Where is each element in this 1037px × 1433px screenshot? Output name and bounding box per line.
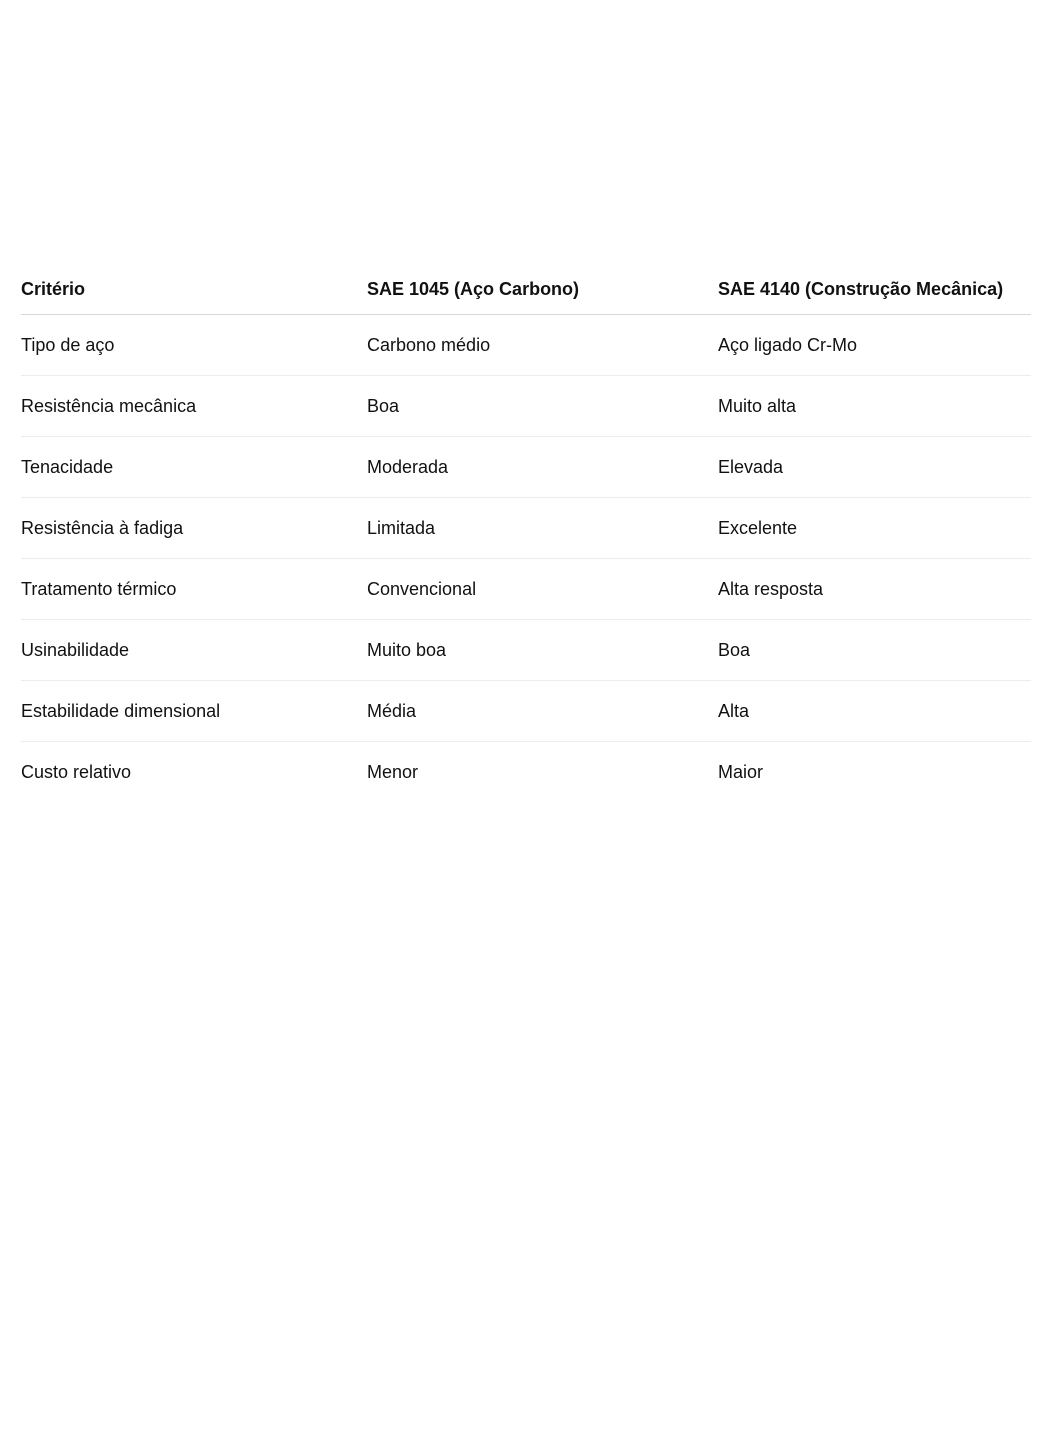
comparison-table-container: [21, 264, 1031, 802]
row-sae-4140-value: Excelente: [718, 498, 1031, 559]
table-row: [21, 376, 1031, 437]
row-sae-4140-value: Aço ligado Cr-Mo: [718, 315, 1031, 376]
row-sae-4140-value: Muito alta: [718, 376, 1031, 437]
row-sae-1045-value: Carbono médio: [367, 315, 718, 376]
header-criterio: Critério: [21, 264, 367, 315]
table-row: [21, 681, 1031, 742]
row-sae-1045-value: Boa: [367, 376, 718, 437]
header-sae-4140: SAE 4140 (Construção Mecânica): [718, 264, 1031, 315]
row-sae-1045-value: Convencional: [367, 559, 718, 620]
row-criterion: Tenacidade: [21, 437, 367, 498]
table-row: [21, 315, 1031, 376]
row-sae-4140-value: Maior: [718, 761, 764, 782]
table-row: [21, 742, 1031, 803]
table-row: [21, 559, 1031, 620]
row-sae-1045-value: Moderada: [367, 437, 718, 498]
row-criterion: Resistência à fadiga: [21, 498, 367, 559]
row-sae-1045-value: Menor: [367, 761, 419, 782]
row-sae-1045-value: Limitada: [367, 498, 718, 559]
row-sae-1045-value: Muito boa: [367, 620, 718, 681]
row-sae-4140-value: Alta resposta: [718, 559, 1031, 620]
row-criterion: Resistência mecânica: [21, 376, 367, 437]
table-row: [21, 498, 1031, 559]
row-criterion: Estabilidade dimensional: [21, 681, 367, 742]
table-row: [21, 620, 1031, 681]
table-header-row: [21, 264, 1031, 315]
row-sae-4140-value: Elevada: [718, 437, 1031, 498]
row-criterion: Usinabilidade: [21, 620, 367, 681]
table-row: [21, 437, 1031, 498]
header-sae-1045: SAE 1045 (Aço Carbono): [367, 264, 718, 315]
row-criterion: Tratamento térmico: [21, 559, 367, 620]
row-criterion: Custo relativo: [21, 761, 132, 782]
comparison-table: [21, 264, 1031, 802]
row-sae-4140-value: Boa: [718, 620, 1031, 681]
row-sae-4140-value: Alta: [718, 681, 1031, 742]
row-sae-1045-value: Média: [367, 681, 718, 742]
row-criterion: Tipo de aço: [21, 315, 367, 376]
